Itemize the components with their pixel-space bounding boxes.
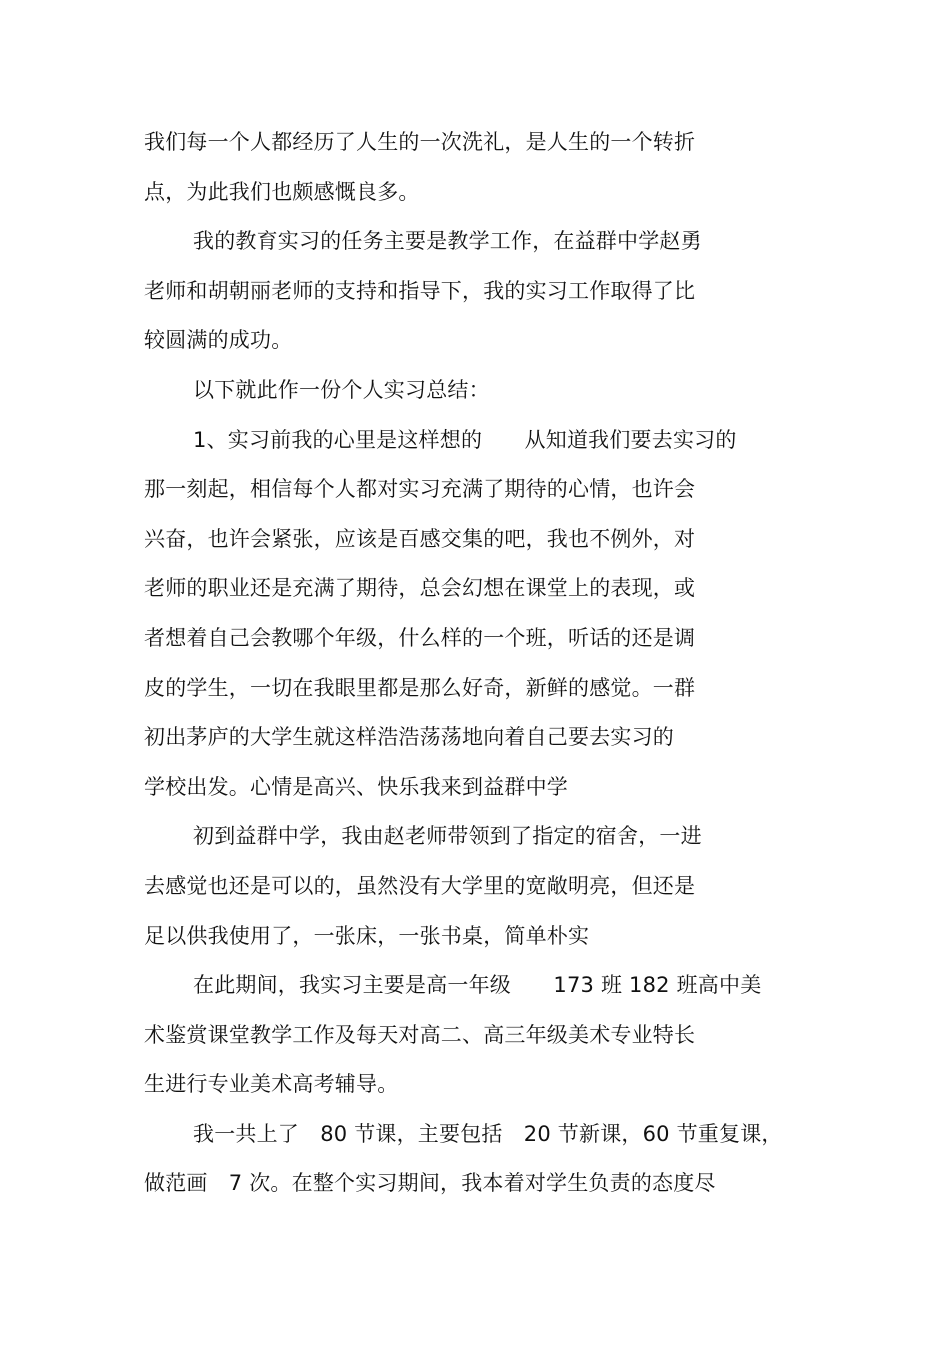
text-line: 以下就此作一份个人实习总结： bbox=[193, 377, 490, 402]
text-line: 初到益群中学，我由赵老师带领到了指定的宿舍，一进 bbox=[193, 824, 702, 849]
text-line: 老师和胡朝丽老师的支持和指导下，我的实习工作取得了比 bbox=[144, 278, 696, 303]
text-line: 做范画 7 次。在整个实习期间，我本着对学生负责的态度尽 bbox=[144, 1171, 716, 1196]
text-line: 生进行专业美术高考辅导。 bbox=[144, 1072, 399, 1097]
text-line: 学校出发。心情是高兴、快乐我来到益群中学 bbox=[144, 774, 568, 799]
text-line: 老师的职业还是充满了期待，总会幻想在课堂上的表现，或 bbox=[144, 576, 696, 601]
text-line: 者想着自己会教哪个年级，什么样的一个班，听话的还是调 bbox=[144, 625, 696, 650]
text-line: 点，为此我们也颇感慨良多。 bbox=[144, 179, 420, 204]
text-line: 术鉴赏课堂教学工作及每天对高二、高三年级美术专业特长 bbox=[144, 1022, 696, 1047]
text-line: 兴奋，也许会紧张，应该是百感交集的吧，我也不例外，对 bbox=[144, 526, 696, 551]
text-line: 在此期间，我实习主要是高一年级 173 班 182 班高中美 bbox=[193, 973, 762, 998]
text-line: 1、实习前我的心里是这样想的 从知道我们要去实习的 bbox=[193, 427, 737, 452]
text-line: 去感觉也还是可以的，虽然没有大学里的宽敞明亮，但还是 bbox=[144, 873, 696, 898]
text-line: 我的教育实习的任务主要是教学工作，在益群中学赵勇 bbox=[193, 229, 702, 254]
text-line: 足以供我使用了，一张床，一张书桌，简单朴实 bbox=[144, 923, 590, 948]
text-line: 皮的学生，一切在我眼里都是那么好奇，新鲜的感觉。一群 bbox=[144, 675, 696, 700]
document-body bbox=[144, 118, 824, 1209]
text-line: 初出茅庐的大学生就这样浩浩荡荡地向着自己要去实习的 bbox=[144, 725, 674, 750]
text-line: 较圆满的成功。 bbox=[144, 328, 293, 353]
text-line: 那一刻起，相信每个人都对实习充满了期待的心情，也许会 bbox=[144, 477, 696, 502]
text-line: 我一共上了 80 节课，主要包括 20 节新课，60 节重复课， bbox=[193, 1121, 783, 1146]
text-line: 我们每一个人都经历了人生的一次洗礼，是人生的一个转折 bbox=[144, 130, 696, 154]
